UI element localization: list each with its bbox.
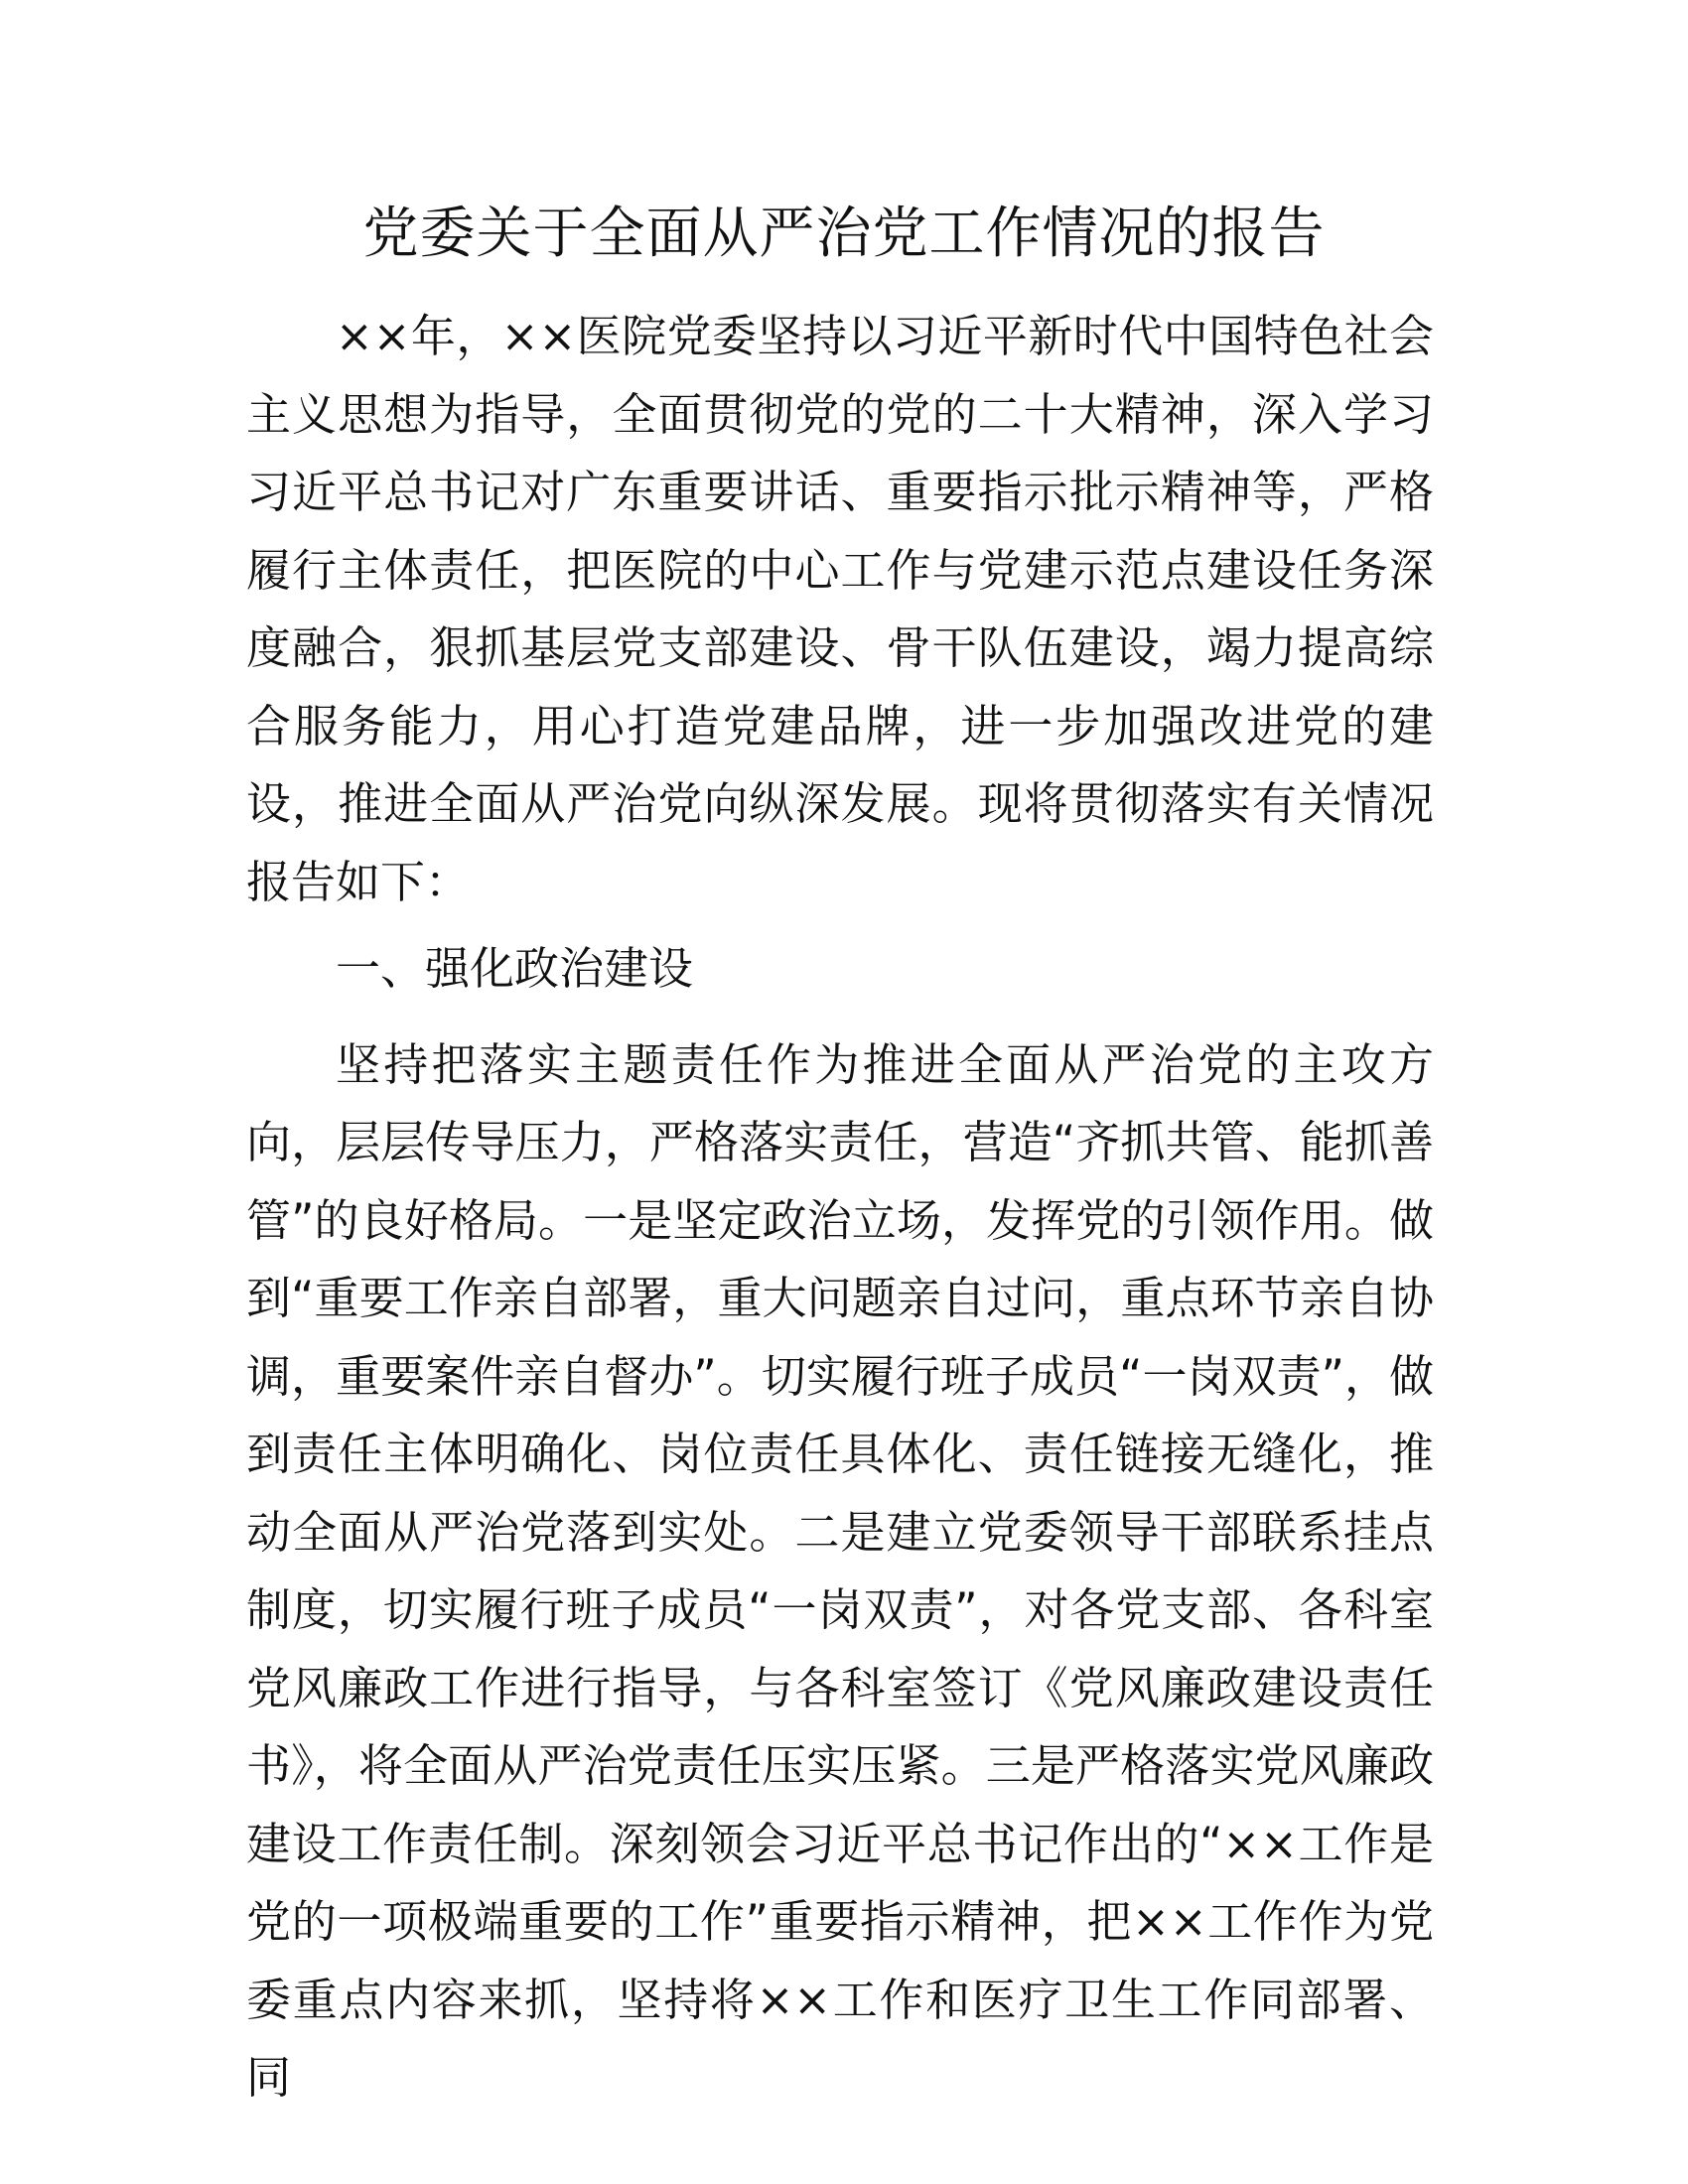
document-body [246, 298, 1434, 2117]
intro-paragraph: ××年，××医院党委坚持以习近平新时代中国特色社会主义思想为指导，全面贯彻党的党的二十大精神，深入学习习近平总书记对广东重要讲话、重要指示批示精神等，严格履行主体责任，把医院的中心工作与党建示范点建设任务深度融合，狠抓基层党支部建设、骨干队伍建设，竭力提高综合服务能力，用心打造党建品牌，进一步加强改进党的建设，推进全面从严治党向纵深发展。现将贯彻落实有关情况报告如下： [246, 310, 1434, 908]
section-paragraph: 坚持把落实主题责任作为推进全面从严治党的主攻方向，层层传导压力，严格落实责任，营造“齐抓共管、能抓善管”的良好格局。一是坚定政治立场，发挥党的引领作用。做到“重要工作亲自部署，重大问题亲自过问，重点环节亲自协调，重要案件亲自督办”。切实履行班子成员“一岗双责”，做到责任主体明确化、岗位责任具体化、责任链接无缝化，推动全面从严治党落到实处。二是建立党委领导干部联系挂点制度，切实履行班子成员“一岗双责”，对各党支部、各科室党风廉政工作进行指导，与各科室签订《党风廉政建设责任书》，将全面从严治党责任压实压紧。三是严格落实党风廉政建设工作责任制。深刻领会习近平总书记作出的“××工作是党的一项极端重要的工作”重要指示精神，把××工作作为党委重点内容来抓，坚持将××工作和医疗卫生工作同部署、同 [246, 1037, 1434, 2104]
section-heading: 一、强化政治建设 [336, 942, 694, 995]
document-title: 党委关于全面从严治党工作情况的报告 [362, 202, 1326, 266]
